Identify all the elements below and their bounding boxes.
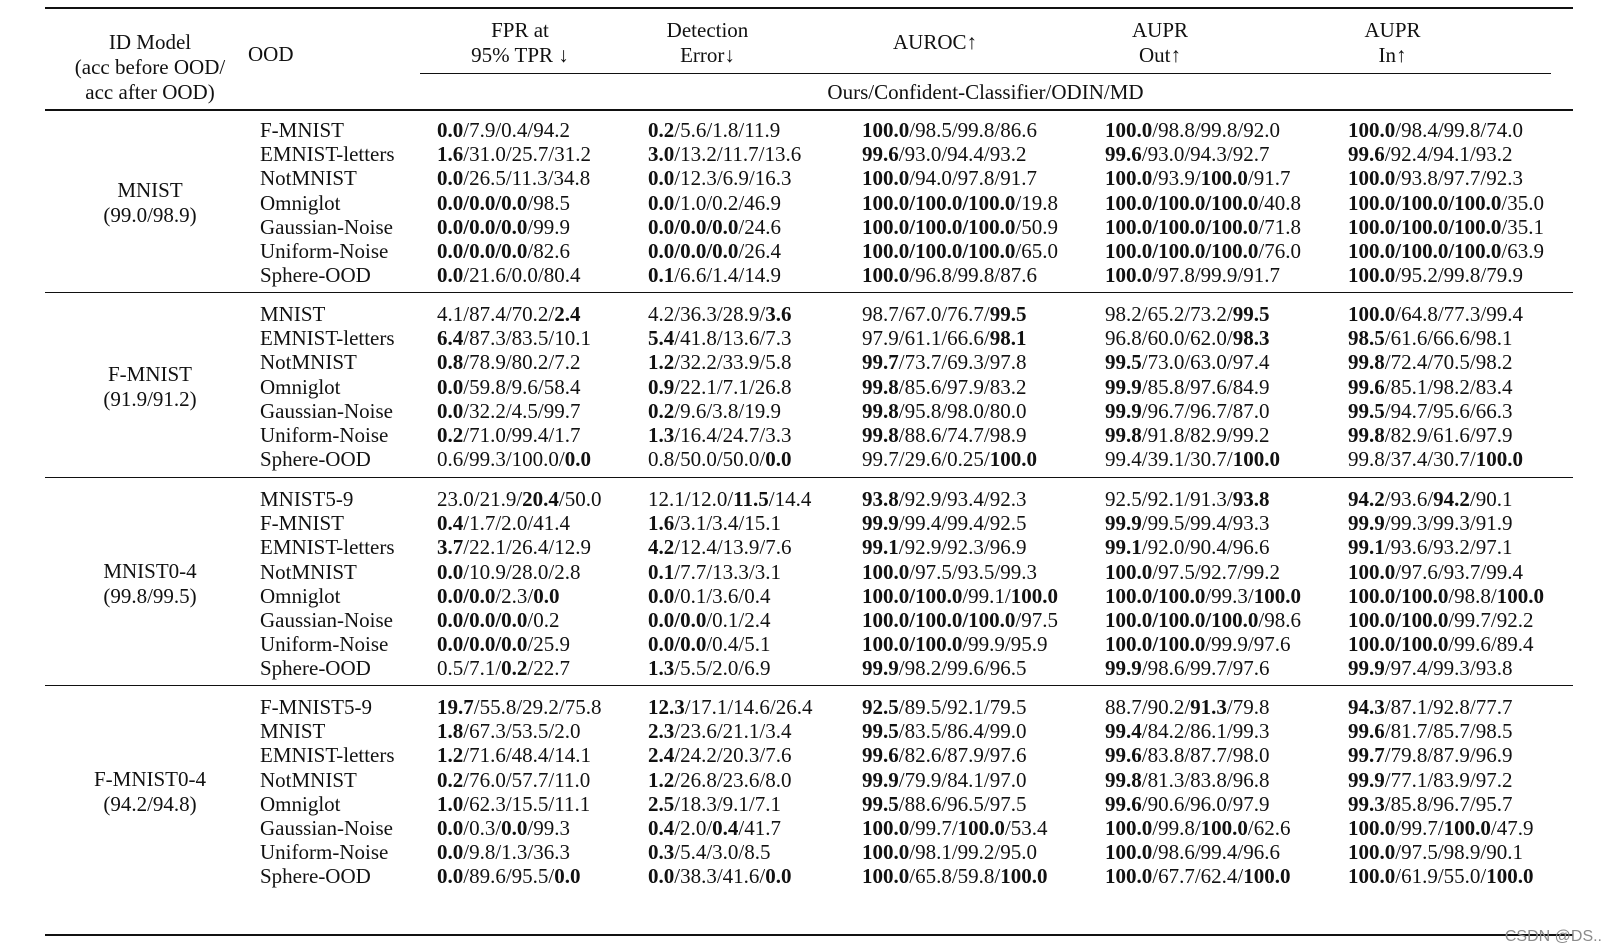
table-row — [45, 792, 1573, 817]
detection-error-cell: 3.0/13.2/11.7/13.6 — [648, 142, 802, 167]
auroc-cell: 100.0/100.0/100.0/19.8 — [862, 190, 1059, 215]
detection-error-cell: 4.2/12.4/13.9/7.6 — [648, 535, 792, 560]
fpr-cell: 0.0/0.3/0.0/99.3 — [437, 816, 571, 840]
table-row — [45, 302, 1573, 327]
detection-error-cell: 1.6/3.1/3.4/15.1 — [648, 511, 782, 536]
table-row — [45, 326, 1573, 351]
table-row — [45, 535, 1573, 560]
table-row — [45, 447, 1573, 472]
table-row — [45, 840, 1573, 865]
auroc-cell: 98.7/67.0/76.7/99.5 — [862, 302, 1027, 326]
ood-cell: Uniform-Noise — [260, 423, 389, 447]
fpr-cell: 1.6/31.0/25.7/31.2 — [437, 142, 592, 167]
aupr-in-cell: 100.0/93.8/97.7/92.3 — [1348, 166, 1524, 191]
aupr-out-cell: 100.0/100.0/100.0/71.8 — [1105, 214, 1302, 239]
row-group — [45, 118, 1573, 287]
table-row — [45, 768, 1573, 793]
aupr-out-cell: 100.0/99.8/100.0/62.6 — [1105, 816, 1291, 840]
aupr-out-cell: 100.0/100.0/99.3/100.0 — [1105, 583, 1302, 608]
watermark: CSDN @DS.. — [1504, 928, 1602, 945]
aupr-out-cell: 99.1/92.0/90.4/96.6 — [1105, 535, 1270, 560]
auroc-cell: 100.0/100.0/100.0/97.5 — [862, 608, 1059, 632]
detection-error-cell: 0.2/5.6/1.8/11.9 — [648, 118, 781, 142]
header-auroc: AUROC↑ — [892, 30, 977, 54]
ood-cell: Sphere-OOD — [260, 656, 371, 681]
table-row — [45, 864, 1573, 889]
detection-error-cell: 0.2/9.6/3.8/19.9 — [648, 398, 782, 423]
detection-error-cell: 1.2/32.2/33.9/5.8 — [648, 350, 792, 375]
auroc-cell: 100.0/98.5/99.8/86.6 — [862, 118, 1038, 142]
aupr-in-cell: 99.8/82.9/61.6/97.9 — [1348, 423, 1513, 447]
table-row — [45, 239, 1573, 264]
row-group — [45, 302, 1573, 471]
auroc-cell: 99.9/79.9/84.1/97.0 — [862, 767, 1027, 792]
auroc-cell: 100.0/98.1/99.2/95.0 — [862, 840, 1038, 865]
aupr-out-cell: 99.4/84.2/86.1/99.3 — [1105, 719, 1270, 744]
ood-cell: Uniform-Noise — [260, 632, 389, 657]
detection-error-cell: 4.2/36.3/28.9/3.6 — [648, 302, 792, 326]
auroc-cell: 93.8/92.9/93.4/92.3 — [862, 487, 1027, 511]
aupr-in-cell: 100.0/100.0/100.0/63.9 — [1348, 239, 1545, 263]
auroc-cell: 99.7/29.6/0.25/100.0 — [862, 447, 1038, 472]
fpr-cell: 0.0/26.5/11.3/34.8 — [437, 166, 591, 191]
ood-cell: EMNIST-letters — [260, 326, 395, 351]
detection-error-cell: 2.4/24.2/20.3/7.6 — [648, 743, 792, 768]
fpr-cell: 0.0/0.0/0.0/25.9 — [437, 632, 571, 657]
aupr-in-cell: 99.8/72.4/70.5/98.2 — [1348, 350, 1513, 375]
aupr-in-cell: 100.0/97.6/93.7/99.4 — [1348, 559, 1524, 584]
fpr-cell: 1.8/67.3/53.5/2.0 — [437, 719, 581, 744]
table-top-rule — [45, 7, 1573, 9]
ood-cell: Gaussian-Noise — [260, 214, 393, 239]
fpr-cell: 0.4/1.7/2.0/41.4 — [437, 511, 571, 536]
fpr-cell: 6.4/87.3/83.5/10.1 — [437, 326, 592, 351]
aupr-in-cell: 99.7/79.8/87.9/96.9 — [1348, 743, 1513, 768]
ood-cell: NotMNIST — [260, 166, 357, 191]
fpr-cell: 19.7/55.8/29.2/75.8 — [437, 695, 602, 719]
table-row — [45, 142, 1573, 167]
detection-error-cell: 0.0/0.0/0.1/2.4 — [648, 608, 771, 632]
detection-error-cell: 0.9/22.1/7.1/26.8 — [648, 374, 792, 399]
auroc-cell: 92.5/89.5/92.1/79.5 — [862, 695, 1027, 719]
table-row — [45, 511, 1573, 536]
table-row — [45, 719, 1573, 744]
table-row — [45, 350, 1573, 375]
detection-error-cell: 2.3/23.6/21.1/3.4 — [648, 719, 792, 744]
ood-cell: Uniform-Noise — [260, 840, 389, 865]
ood-cell: Uniform-Noise — [260, 239, 389, 263]
fpr-cell: 0.2/76.0/57.7/11.0 — [437, 767, 591, 792]
auroc-cell: 99.9/98.2/99.6/96.5 — [862, 656, 1027, 681]
detection-error-cell: 0.0/0.1/3.6/0.4 — [648, 583, 771, 608]
auroc-cell: 100.0/99.7/100.0/53.4 — [862, 816, 1048, 840]
fpr-cell: 0.0/0.0/0.0/82.6 — [437, 239, 571, 263]
ood-cell: MNIST5-9 — [260, 487, 354, 511]
ood-cell: MNIST — [260, 719, 326, 744]
header-sub-rule — [420, 73, 1551, 74]
detection-error-cell: 0.0/12.3/6.9/16.3 — [648, 166, 792, 191]
aupr-out-cell: 99.8/91.8/82.9/99.2 — [1105, 423, 1270, 447]
aupr-in-cell: 99.9/97.4/99.3/93.8 — [1348, 656, 1513, 681]
auroc-cell: 99.7/73.7/69.3/97.8 — [862, 350, 1027, 375]
fpr-cell: 0.0/21.6/0.0/80.4 — [437, 263, 581, 288]
aupr-out-cell: 100.0/98.8/99.8/92.0 — [1105, 118, 1281, 142]
aupr-out-cell: 98.2/65.2/73.2/99.5 — [1105, 302, 1270, 326]
detection-error-cell: 12.1/12.0/11.5/14.4 — [648, 487, 812, 511]
ood-cell: EMNIST-letters — [260, 142, 395, 167]
aupr-out-cell: 99.8/81.3/83.8/96.8 — [1105, 767, 1270, 792]
header-aupr-in: AUPR In↑ — [1364, 18, 1421, 67]
id-model-label: MNIST (99.0/98.9) — [103, 177, 197, 227]
aupr-in-cell: 99.6/92.4/94.1/93.2 — [1348, 142, 1513, 167]
aupr-in-cell: 100.0/100.0/99.6/89.4 — [1348, 632, 1534, 657]
aupr-out-cell: 100.0/98.6/99.4/96.6 — [1105, 840, 1281, 865]
auroc-cell: 100.0/97.5/93.5/99.3 — [862, 559, 1038, 584]
ood-cell: F-MNIST — [260, 118, 345, 142]
fpr-cell: 0.0/0.0/0.0/0.2 — [437, 608, 560, 632]
aupr-out-cell: 99.5/73.0/63.0/97.4 — [1105, 350, 1270, 375]
detection-error-cell: 0.3/5.4/3.0/8.5 — [648, 840, 771, 865]
ood-cell: Omniglot — [260, 190, 341, 215]
aupr-out-cell: 99.4/39.1/30.7/100.0 — [1105, 447, 1281, 472]
aupr-out-cell: 99.6/93.0/94.3/92.7 — [1105, 142, 1270, 167]
aupr-in-cell: 100.0/100.0/98.8/100.0 — [1348, 583, 1545, 608]
detection-error-cell: 12.3/17.1/14.6/26.4 — [648, 695, 813, 719]
fpr-cell: 0.8/78.9/80.2/7.2 — [437, 350, 581, 375]
table-row — [45, 584, 1573, 609]
aupr-in-cell: 94.3/87.1/92.8/77.7 — [1348, 695, 1513, 719]
ood-cell: EMNIST-letters — [260, 535, 395, 560]
table-row — [45, 375, 1573, 400]
auroc-cell: 99.9/99.4/99.4/92.5 — [862, 511, 1027, 536]
table-row — [45, 263, 1573, 288]
fpr-cell: 0.6/99.3/100.0/0.0 — [437, 447, 592, 472]
ood-cell: NotMNIST — [260, 767, 357, 792]
aupr-in-cell: 100.0/64.8/77.3/99.4 — [1348, 302, 1524, 326]
ood-cell: NotMNIST — [260, 559, 357, 584]
aupr-in-cell: 100.0/100.0/100.0/35.0 — [1348, 190, 1545, 215]
table-row — [45, 608, 1573, 633]
ood-cell: F-MNIST — [260, 511, 345, 536]
ood-cell: EMNIST-letters — [260, 743, 395, 768]
fpr-cell: 3.7/22.1/26.4/12.9 — [437, 535, 592, 560]
id-model-label: F-MNIST (91.9/91.2) — [103, 361, 197, 411]
ood-cell: Omniglot — [260, 583, 341, 608]
table-row — [45, 632, 1573, 657]
detection-error-cell: 0.0/0.0/0.0/26.4 — [648, 239, 782, 263]
aupr-out-cell: 100.0/100.0/100.0/98.6 — [1105, 608, 1302, 632]
auroc-cell: 100.0/65.8/59.8/100.0 — [862, 864, 1048, 889]
ood-cell: Sphere-OOD — [260, 447, 371, 472]
aupr-out-cell: 96.8/60.0/62.0/98.3 — [1105, 326, 1270, 351]
table-row — [45, 191, 1573, 216]
header-ood: OOD — [248, 42, 294, 66]
detection-error-cell: 0.0/1.0/0.2/46.9 — [648, 190, 782, 215]
group-separator — [45, 685, 1573, 686]
row-group — [45, 695, 1573, 889]
ood-cell: Gaussian-Noise — [260, 398, 393, 423]
auroc-cell: 100.0/96.8/99.8/87.6 — [862, 263, 1038, 288]
auroc-cell: 100.0/94.0/97.8/91.7 — [862, 166, 1038, 191]
table-row — [45, 487, 1573, 512]
detection-error-cell: 0.0/38.3/41.6/0.0 — [648, 864, 792, 889]
detection-error-cell: 2.5/18.3/9.1/7.1 — [648, 791, 782, 816]
aupr-out-cell: 99.9/99.5/99.4/93.3 — [1105, 511, 1270, 536]
fpr-cell: 0.5/7.1/0.2/22.7 — [437, 656, 571, 681]
detection-error-cell: 5.4/41.8/13.6/7.3 — [648, 326, 792, 351]
header-fpr: FPR at 95% TPR ↓ — [471, 18, 569, 67]
aupr-in-cell: 99.8/37.4/30.7/100.0 — [1348, 447, 1524, 472]
header-bottom-rule — [45, 109, 1573, 111]
detection-error-cell: 1.2/26.8/23.6/8.0 — [648, 767, 792, 792]
aupr-in-cell: 99.1/93.6/93.2/97.1 — [1348, 535, 1513, 560]
header-aupr-out: AUPR Out↑ — [1131, 18, 1189, 67]
fpr-cell: 4.1/87.4/70.2/2.4 — [437, 302, 581, 326]
ood-cell: Gaussian-Noise — [260, 608, 393, 632]
aupr-out-cell: 100.0/100.0/100.0/40.8 — [1105, 190, 1302, 215]
table-row — [45, 695, 1573, 720]
aupr-out-cell: 99.9/85.8/97.6/84.9 — [1105, 374, 1270, 399]
aupr-out-cell: 100.0/100.0/99.9/97.6 — [1105, 632, 1291, 657]
detection-error-cell: 0.4/2.0/0.4/41.7 — [648, 816, 782, 840]
fpr-cell: 1.0/62.3/15.5/11.1 — [437, 791, 591, 816]
detection-error-cell: 0.8/50.0/50.0/0.0 — [648, 447, 792, 472]
auroc-cell: 99.6/93.0/94.4/93.2 — [862, 142, 1027, 167]
fpr-cell: 0.0/0.0/0.0/99.9 — [437, 214, 571, 239]
fpr-cell: 0.0/59.8/9.6/58.4 — [437, 374, 581, 399]
ood-cell: Omniglot — [260, 374, 341, 399]
aupr-in-cell: 99.5/94.7/95.6/66.3 — [1348, 398, 1513, 423]
aupr-in-cell: 100.0/95.2/99.8/79.9 — [1348, 263, 1524, 288]
table-row — [45, 215, 1573, 240]
fpr-cell: 0.0/0.0/2.3/0.0 — [437, 583, 560, 608]
detection-error-cell: 1.3/5.5/2.0/6.9 — [648, 656, 771, 681]
ood-cell: F-MNIST5-9 — [260, 695, 373, 719]
table-row — [45, 816, 1573, 841]
table-row — [45, 423, 1573, 448]
aupr-out-cell: 99.6/83.8/87.7/98.0 — [1105, 743, 1270, 768]
group-separator — [45, 477, 1573, 478]
table-row — [45, 399, 1573, 424]
aupr-in-cell: 100.0/97.5/98.9/90.1 — [1348, 840, 1524, 865]
ood-cell: Sphere-OOD — [260, 263, 371, 288]
ood-cell: Sphere-OOD — [260, 864, 371, 889]
aupr-out-cell: 100.0/93.9/100.0/91.7 — [1105, 166, 1291, 191]
fpr-cell: 0.0/32.2/4.5/99.7 — [437, 398, 581, 423]
auroc-cell: 97.9/61.1/66.6/98.1 — [862, 326, 1027, 351]
ood-cell: MNIST — [260, 302, 326, 326]
table-row — [45, 560, 1573, 585]
aupr-in-cell: 100.0/100.0/100.0/35.1 — [1348, 214, 1545, 239]
fpr-cell: 23.0/21.9/20.4/50.0 — [437, 487, 602, 511]
detection-error-cell: 0.1/7.7/13.3/3.1 — [648, 559, 782, 584]
aupr-in-cell: 100.0/100.0/99.7/92.2 — [1348, 608, 1534, 632]
fpr-cell: 0.0/89.6/95.5/0.0 — [437, 864, 581, 889]
aupr-out-cell: 100.0/67.7/62.4/100.0 — [1105, 864, 1291, 889]
row-group — [45, 487, 1573, 681]
auroc-cell: 100.0/100.0/99.1/100.0 — [862, 583, 1059, 608]
aupr-out-cell: 88.7/90.2/91.3/79.8 — [1105, 695, 1270, 719]
aupr-in-cell: 99.6/81.7/85.7/98.5 — [1348, 719, 1513, 744]
aupr-out-cell: 100.0/100.0/100.0/76.0 — [1105, 239, 1302, 263]
auroc-cell: 99.8/85.6/97.9/83.2 — [862, 374, 1027, 399]
fpr-cell: 0.0/0.0/0.0/98.5 — [437, 190, 571, 215]
header-detection-error: Detection Error↓ — [666, 18, 749, 67]
detection-error-cell: 0.0/0.0/0.4/5.1 — [648, 632, 771, 657]
table-row — [45, 166, 1573, 191]
fpr-cell: 0.0/7.9/0.4/94.2 — [437, 118, 571, 142]
table-row — [45, 118, 1573, 143]
aupr-in-cell: 99.9/77.1/83.9/97.2 — [1348, 767, 1513, 792]
auroc-cell: 99.6/82.6/87.9/97.6 — [862, 743, 1027, 768]
aupr-in-cell: 99.3/85.8/96.7/95.7 — [1348, 791, 1513, 816]
ood-cell: Omniglot — [260, 791, 341, 816]
aupr-in-cell: 100.0/61.9/55.0/100.0 — [1348, 864, 1534, 889]
auroc-cell: 99.8/88.6/74.7/98.9 — [862, 423, 1027, 447]
aupr-in-cell: 100.0/99.7/100.0/47.9 — [1348, 816, 1534, 840]
detection-error-cell: 0.1/6.6/1.4/14.9 — [648, 263, 782, 288]
table-row — [45, 656, 1573, 681]
table-row — [45, 743, 1573, 768]
fpr-cell: 0.0/9.8/1.3/36.3 — [437, 840, 571, 865]
aupr-in-cell: 99.6/85.1/98.2/83.4 — [1348, 374, 1513, 399]
fpr-cell: 1.2/71.6/48.4/14.1 — [437, 743, 592, 768]
auroc-cell: 100.0/100.0/99.9/95.9 — [862, 632, 1048, 657]
ood-cell: Gaussian-Noise — [260, 816, 393, 840]
detection-error-cell: 0.0/0.0/0.0/24.6 — [648, 214, 782, 239]
auroc-cell: 99.1/92.9/92.3/96.9 — [862, 535, 1027, 560]
detection-error-cell: 1.3/16.4/24.7/3.3 — [648, 423, 792, 447]
aupr-in-cell: 99.9/99.3/99.3/91.9 — [1348, 511, 1513, 536]
group-separator — [45, 292, 1573, 293]
fpr-cell: 0.0/10.9/28.0/2.8 — [437, 559, 581, 584]
aupr-in-cell: 98.5/61.6/66.6/98.1 — [1348, 326, 1513, 351]
aupr-out-cell: 100.0/97.5/92.7/99.2 — [1105, 559, 1281, 584]
methods-caption: Ours/Confident-Classifier/ODIN/MD — [827, 80, 1144, 104]
aupr-out-cell: 99.6/90.6/96.0/97.9 — [1105, 791, 1270, 816]
aupr-in-cell: 94.2/93.6/94.2/90.1 — [1348, 487, 1513, 511]
auroc-cell: 99.5/83.5/86.4/99.0 — [862, 719, 1027, 744]
aupr-out-cell: 99.9/96.7/96.7/87.0 — [1105, 398, 1270, 423]
aupr-out-cell: 99.9/98.6/99.7/97.6 — [1105, 656, 1270, 681]
auroc-cell: 100.0/100.0/100.0/65.0 — [862, 239, 1059, 263]
auroc-cell: 99.5/88.6/96.5/97.5 — [862, 791, 1027, 816]
aupr-out-cell: 100.0/97.8/99.9/91.7 — [1105, 263, 1281, 288]
table-bottom-rule — [45, 934, 1573, 936]
aupr-in-cell: 100.0/98.4/99.8/74.0 — [1348, 118, 1524, 142]
id-model-label: MNIST0-4 (99.8/99.5) — [103, 558, 197, 608]
aupr-out-cell: 92.5/92.1/91.3/93.8 — [1105, 487, 1270, 511]
id-model-label: F-MNIST0-4 (94.2/94.8) — [93, 766, 206, 816]
header-id-model: ID Model (acc before OOD/ acc after OOD) — [74, 30, 226, 104]
fpr-cell: 0.2/71.0/99.4/1.7 — [437, 423, 581, 447]
ood-cell: NotMNIST — [260, 350, 357, 375]
auroc-cell: 100.0/100.0/100.0/50.9 — [862, 214, 1059, 239]
auroc-cell: 99.8/95.8/98.0/80.0 — [862, 398, 1027, 423]
